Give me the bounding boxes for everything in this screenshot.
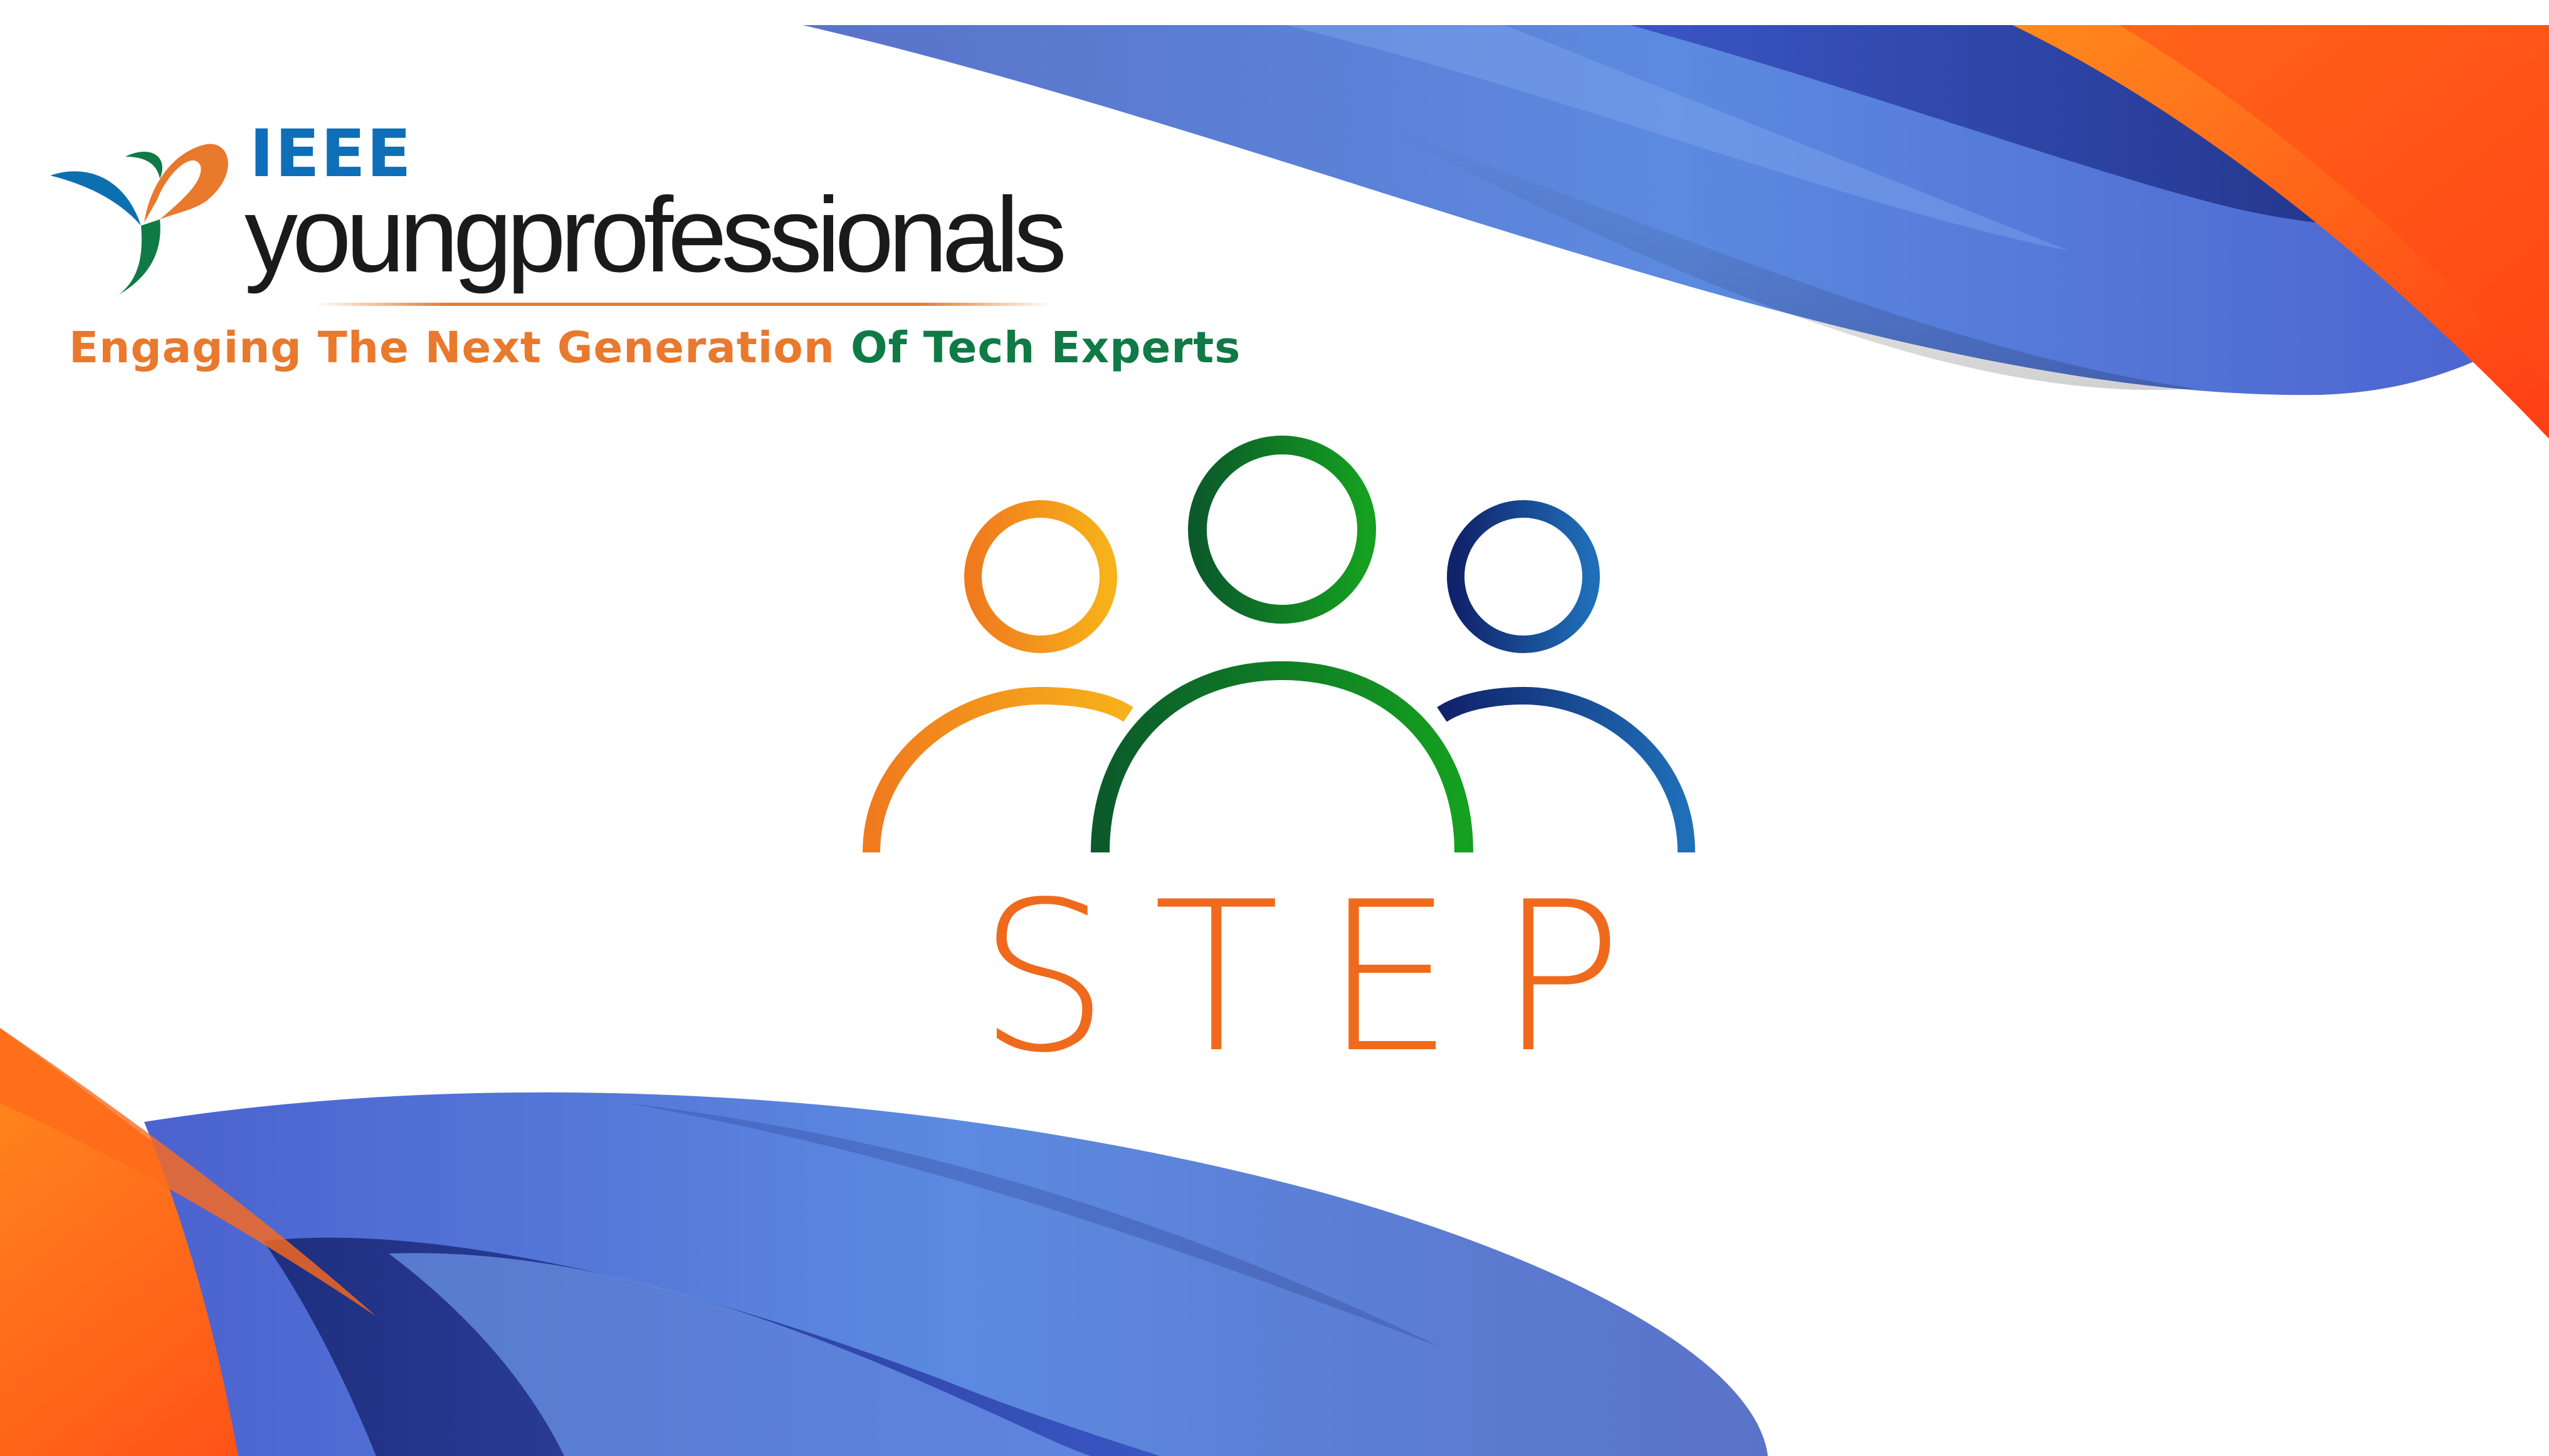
person-left-body <box>871 696 1128 852</box>
step-title: STEP <box>978 857 1667 1098</box>
ieee-yp-leaf-icon <box>50 132 232 295</box>
logo-divider <box>313 303 1053 306</box>
tagline-part-2: Of Tech Experts <box>851 323 1241 373</box>
young-professionals-wordmark: youngprofessionals <box>244 175 1061 295</box>
person-center-head <box>1197 445 1367 614</box>
tagline <box>69 320 1241 376</box>
person-center-body <box>1100 671 1464 852</box>
ieee-label: IEEE <box>250 115 413 192</box>
ieee-yp-logo <box>50 115 1241 395</box>
person-right-body <box>1442 696 1686 852</box>
person-left-head <box>973 509 1108 644</box>
people-group-icon <box>859 432 1699 859</box>
person-right-head <box>1456 509 1591 644</box>
tagline-part-1: Engaging The Next Generation <box>69 323 835 373</box>
